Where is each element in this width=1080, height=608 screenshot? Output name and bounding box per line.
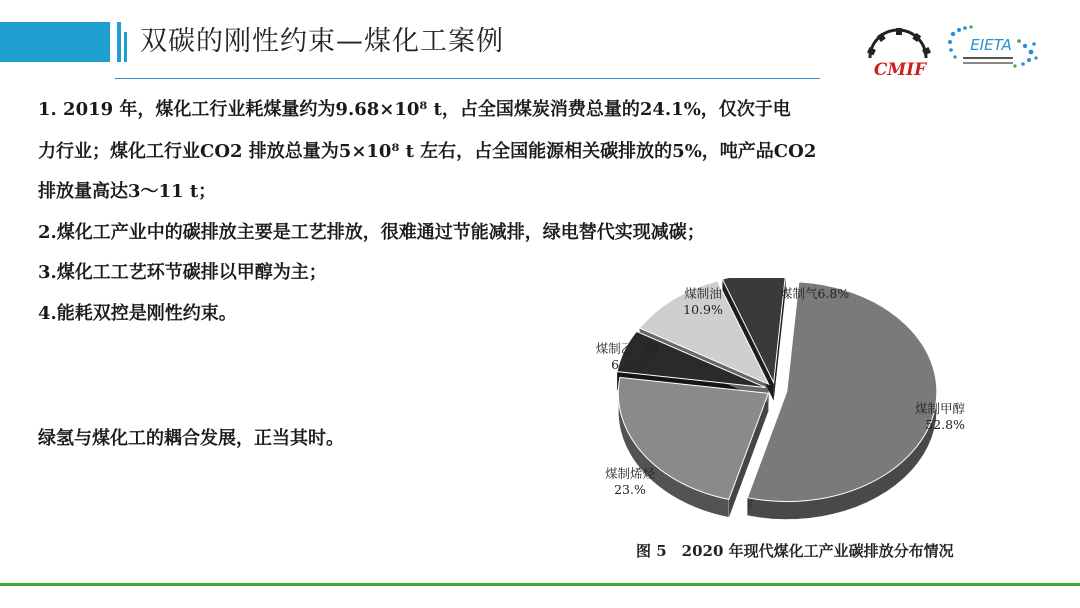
cmif-logo: [860, 28, 940, 78]
body-line-6: 4.能耗双控是刚性约束。: [38, 303, 237, 324]
pie-label-2: 煤制乙二醇 6.2%: [595, 341, 659, 372]
body-line-5: 3.煤化工工艺环节碳排以甲醇为主；: [38, 262, 327, 283]
footer-divider: [0, 583, 1080, 586]
body-line-3: 排放量高达3～11 t；: [38, 181, 217, 202]
body-line-2: 力行业；煤化工行业CO2 排放总量为5×10⁸ t 左右，占全国能源相关碳排放的5%，吨产品CO2: [38, 141, 817, 162]
header-accent-bar: [0, 22, 110, 62]
title-divider: [115, 78, 820, 79]
body-line-1: 1. 2019 年，煤化工行业耗煤量约为9.68×10⁸ t，占全国煤炭消费总量的24.1%，仅次于电: [38, 99, 791, 120]
body-line-7: 绿氢与煤化工的耦合发展，正当其时。: [38, 428, 344, 449]
header-accent-line-short: [124, 32, 127, 62]
emission-pie-chart: [575, 278, 995, 538]
page-title: 双碳的刚性约束—煤化工案例: [140, 26, 504, 57]
eieta-logo-text: EIETA: [970, 36, 1012, 54]
chart-caption: 图 5 2020 年现代煤化工产业碳排放分布情况: [636, 542, 954, 560]
eieta-logo: [945, 24, 1040, 80]
body-line-4: 2.煤化工产业中的碳排放主要是工艺排放，很难通过节能减排，绿电替代实现减碳；: [38, 222, 705, 243]
cmif-logo-text: CMIF: [873, 60, 927, 78]
header-accent-line: [117, 22, 121, 62]
pie-label-4: 煤制气6.8%: [780, 286, 850, 301]
pie-label-3: 煤制油 10.9%: [683, 286, 723, 317]
pie-label-1: 煤制烯烃 23.%: [604, 466, 656, 497]
pie-label-0: 煤制甲醇 52.8%: [914, 401, 965, 432]
